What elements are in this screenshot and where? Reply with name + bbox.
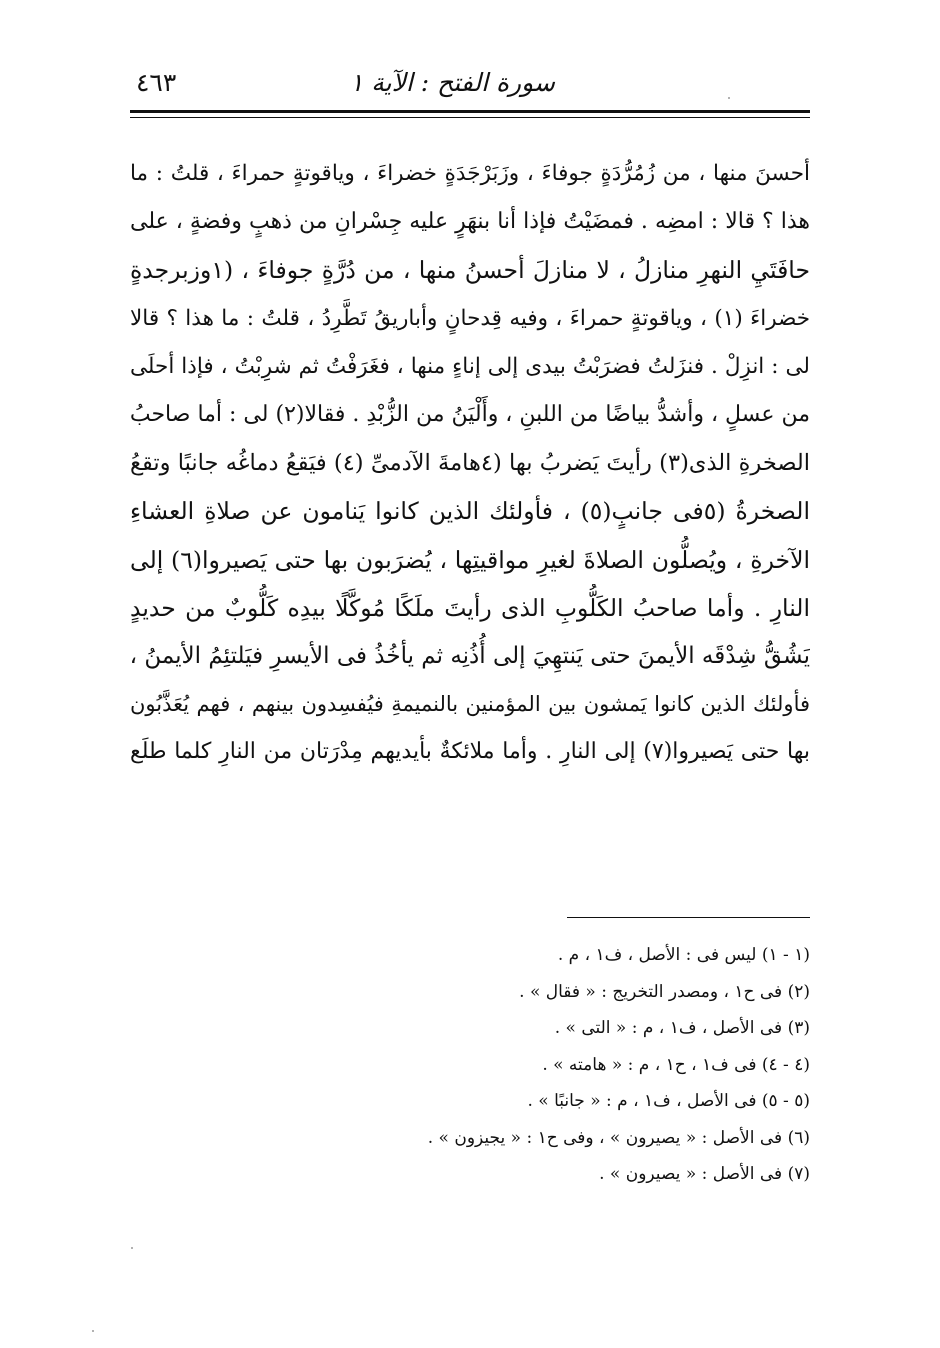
text-line: أحسنَ منها ، من زُمُرُّدَةٍ جوفاءَ ، وزَبَرْجَدَةٍ خضراءَ ، وياقوتةٍ حمراءَ ، قلتُ : ما: [130, 161, 810, 186]
footnote-separator: [567, 917, 810, 918]
running-header: [130, 62, 810, 102]
scan-speck: [92, 1330, 94, 1332]
footnote: (٧) فى الأصل : « يصيرون » .: [599, 1164, 810, 1184]
main-text: [130, 150, 810, 776]
scan-speck: [131, 1247, 133, 1249]
page-number: ٤٦٣: [136, 68, 177, 97]
footnote: (٥ - ٥) فى الأصل ، ف١ ، م : « جانبًا » .: [527, 1091, 810, 1111]
text-line: الصخرةِ الذى(٣) رأيتَ يَضربُ بها (٤هامةَ الآدمىِّ (٤) فيَقعُ دماغُه جانبًا وتقعُ: [130, 450, 810, 477]
footnote: (٣) فى الأصل ، ف١ ، م : « التى » .: [554, 1018, 810, 1038]
footnote: (١ - ١) ليس فى : الأصل ، ف١ ، م .: [557, 945, 810, 965]
text-line: فأولئك الذين كانوا يَمشون بين المؤمنين بالنميمةِ فيُفسِدون بينهم ، فهم يُعَذَّبُون: [130, 692, 810, 717]
text-line: النارِ . وأما صاحبُ الكَلُّوبِ الذى رأيتَ ملَكًا مُوكَّلًا بيدِه كَلُّوبٌ من حديدٍ: [130, 593, 810, 622]
text-line: لى : انزِلْ . فنزَلتُ فضرَبْتُ بيدى إلى إناءٍ منها ، فغَرَفْتُ ثم شرِبْتُ ، فإذا أحلَى: [130, 353, 810, 379]
scan-speck: [728, 97, 730, 99]
text-line: بها حتى يَصيروا(٧) إلى النارِ . وأما ملائكةٌ بأيديهم مِدْرَتان من النارِ كلما طلَع: [130, 739, 810, 765]
header-title: سورة الفتح : الآية ١: [349, 68, 555, 97]
header-rule-thick: [130, 110, 810, 113]
footnote: (٤ - ٤) فى ف١ ، ح١ ، م : « هامته » .: [542, 1054, 810, 1075]
text-line: الصخرةُ (٥فى جانبٍ(٥) ، فأولئك الذين كانوا يَنامون عن صلاةِ العشاءِ: [130, 497, 810, 526]
text-line: هذا ؟ قالا : امضِه . فمضَيْتُ فإذا أنا بنهَرٍ عليه جِسْرانِ من ذهبٍ وفضةٍ ، على: [130, 209, 810, 235]
text-line: يَشُقُّ شِدْقَه الأيمنَ حتى يَنتهِيَ إلى أُذُنِه ثم يأخُذُ فى الأيسرِ فيَلتئِمُ الأيمنُ ،: [130, 642, 810, 669]
text-line: الآخرةِ ، ويُصلُّون الصلاةَ لغيرِ مواقيتِها ، يُضرَبون بها حتى يَصيروا(٦) إلى: [130, 545, 810, 574]
header-rule-thin: [130, 117, 810, 118]
footnote: (٢) فى ح١ ، ومصدر التخريج : « فقال » .: [519, 981, 810, 1002]
text-line: حافَتَيِ النهرِ منازلُ ، لا منازلَ أحسنُ منها ، من دُرَّةٍ جوفاءَ ، (١وزبرجدةٍ: [130, 256, 810, 285]
footnote: (٦) فى الأصل : « يصيرون » ، وفى ح١ : « يجيزون » .: [427, 1127, 810, 1148]
footnotes: [290, 937, 810, 1193]
text-line: من عسلٍ ، وأشدُّ بياضًا من اللبنِ ، وأَلْيَنُ من الزُّبْدِ . فقالا(٢) لى : أما صاحبُ: [130, 401, 810, 427]
text-line: خضراءَ (١) ، وياقوتةٍ حمراءَ ، وفيه قِدحانٍ وأباريقُ تَطَّرِدُ ، قلتُ : ما هذا ؟ قالا: [130, 305, 810, 331]
